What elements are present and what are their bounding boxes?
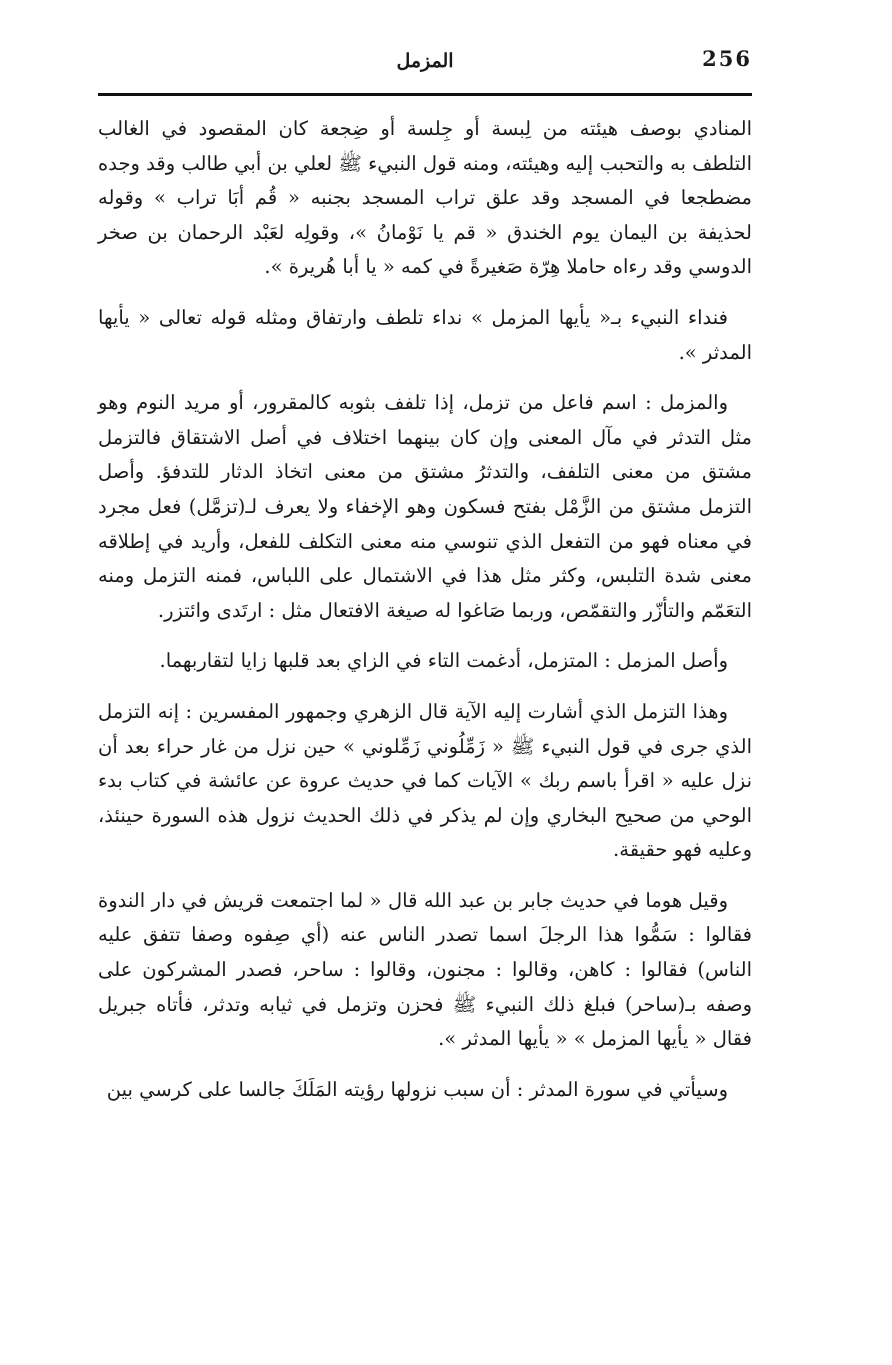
page-number: 256 <box>702 46 752 71</box>
paragraph: وأصل المزمل : المتزمل، أدغمت التاء في الزاي بعد قلبها زايا لتقاربهما. <box>159 649 728 673</box>
paragraph: وهذا التزمل الذي أشارت إليه الآية قال الزهري وجمهور المفسرين : إنه التزمل الذي جرى في قول النبيء ﷺ « زَمِّلُوني زَمِّلوني » حين نزل من غار حراء بعد أن نزل عليه « اقرأ باسم ربك » الآيات كما في حديث عروة عن عائشة في كتاب بدء الوحي من صحيح البخاري وإن لم يذكر في ذلك الحديث نزول هذه السورة حينئذ، وعليه فهو حقيقة. <box>98 699 752 862</box>
page-header <box>98 40 752 92</box>
body-text <box>98 112 752 1123</box>
paragraph: المنادي بوصف هيئته من لِبسة أو جِلسة أو ضِجعة كان المقصود في الغالب التلطف به والتحبب إليه وهيئته، ومنه قول النبيء ﷺ لعلي بن أبي طالب وقد وجده مضطجعا في المسجد وقد علق تراب المسجد بجنبه « قُم أبَا تراب » وقوله لحذيفة بن اليمان يوم الخندق « قم يا نَوْمانُ »، وقولِه لعَبْد الرحمان بن صخر الدوسي وقد رءاه حاملا هِرّة صَغيرةً في كمه « يا أبا هُريرة ». <box>98 117 752 279</box>
paragraph: وقيل هوما في حديث جابر بن عبد الله قال « لما اجتمعت قريش في دار الندوة فقالوا : سَمُّوا هذا الرجلَ اسما تصدر الناس عنه (أي صِفوه وصفا تتفق عليه الناس) فقالوا : كاهن، وقالوا : مجنون، وقالوا : ساحر، فصدر المشركون على وصفه بـ(ساحر) فبلغ ذلك النبيء ﷺ فحزن وتزمل في ثيابه وتدثر، فأتاه جبريل فقال « يأيها المزمل » « يأيها المدثر ». <box>98 888 752 1051</box>
paragraph: وسيأتي في سورة المدثر : أن سبب نزولها رؤيته المَلَكَ جالسا على كرسي بين <box>106 1077 728 1101</box>
header-rule <box>98 93 752 96</box>
paragraph: والمزمل : اسم فاعل من تزمل، إذا تلفف بثوبه كالمقرور، أو مريد النوم وهو مثل التدثر في مآل المعنى وإن كان بينهما اختلاف في أصل الاشتقاق فالتزمل مشتق من معنى التلفف، والتدثرُ مشتق من معنى اتخاذ الدثار للتدفؤ. وأصل التزمل مشتق من الزَّمْل بفتح فسكون وهو الإخفاء ولا يعرف لـ(تزمَّل) فعل مجرد في معناه فهو من التفعل الذي تنوسي منه معنى التكلف للفعل، وأريد في إطلاقه معنى شدة التلبس، وكثر مثل هذا في الاشتمال على اللباس، فمنه التزمل ومنه التعَمّم والتأزّر والتقمّص، وربما صَاغوا له صيغة الافتعال مثل : ارتَدى وائتزر. <box>98 391 752 622</box>
paragraph: فنداء النبيء بـ« يأيها المزمل » نداء تلطف وارتفاق ومثله قوله تعالى « يأيها المدثر ». <box>98 305 752 364</box>
running-title: المزمل <box>396 50 454 72</box>
